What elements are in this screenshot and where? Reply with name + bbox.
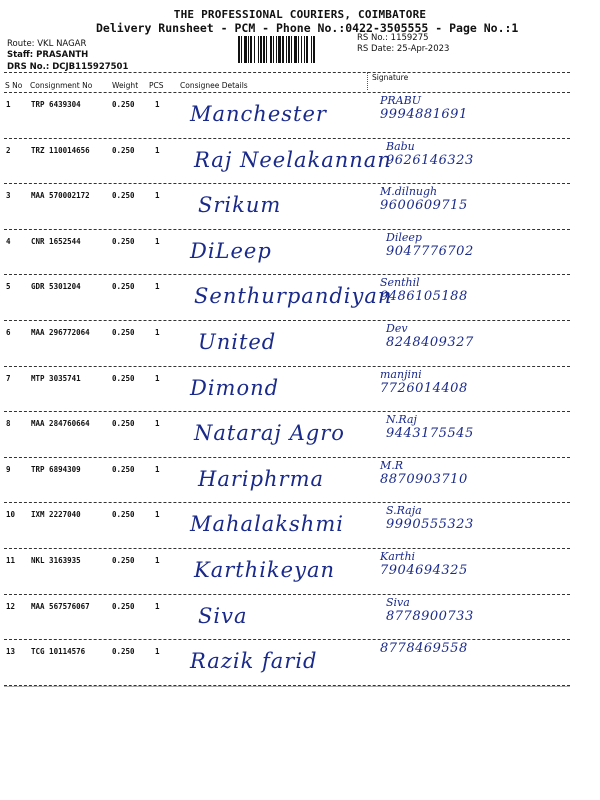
row-divider — [4, 229, 570, 230]
row-divider — [4, 320, 570, 321]
signature-phone: 7904694325 — [380, 563, 468, 578]
row-consignee-handwritten: Dimond — [190, 375, 280, 400]
signature-phone: 8778900733 — [386, 608, 474, 624]
row-signature — [386, 140, 474, 168]
signature-phone: 8870903710 — [380, 471, 468, 487]
row-divider — [4, 594, 570, 595]
row-pcs: 1 — [155, 236, 160, 246]
row-pcs: 1 — [155, 328, 160, 337]
runsheet-subtitle: Delivery Runsheet - PCM - Phone No.:0422-3505555 - Page No.:1 — [96, 21, 519, 35]
row-pcs: 1 — [155, 100, 160, 109]
table-row — [0, 276, 600, 328]
signature-phone: 9443175545 — [386, 426, 474, 442]
row-consignment-no: GDR 5301204 — [31, 282, 81, 292]
row-divider — [4, 502, 570, 503]
row-pcs: 1 — [155, 556, 160, 565]
row-divider — [4, 366, 570, 367]
row-divider — [4, 457, 570, 458]
row-consignee-handwritten: Senthurpandiyan — [194, 284, 393, 309]
row-consignment-no: MAA 567576067 — [31, 601, 90, 611]
table-row — [0, 367, 600, 420]
rs-number: RS No.: 1159275 — [357, 33, 429, 43]
table-row — [0, 458, 600, 511]
row-weight: 0.250 — [112, 373, 135, 383]
col-header-sno: S No — [5, 81, 23, 90]
row-sno: 7 — [6, 373, 11, 383]
signature-name: Senthil — [380, 276, 420, 290]
signature-name: manjini — [380, 367, 422, 381]
header-divider-top — [4, 72, 570, 73]
table-row — [0, 595, 600, 648]
barcode — [238, 36, 350, 63]
row-divider — [4, 274, 570, 275]
row-signature — [380, 276, 468, 304]
row-signature — [380, 185, 468, 213]
row-signature — [386, 231, 474, 259]
row-sno: 2 — [6, 145, 11, 155]
row-divider — [4, 183, 570, 184]
row-weight: 0.250 — [112, 236, 135, 246]
table-row — [0, 139, 600, 192]
row-sno: 3 — [6, 191, 11, 201]
row-signature — [386, 596, 474, 624]
row-weight: 0.250 — [112, 328, 135, 337]
row-weight: 0.250 — [112, 556, 135, 565]
row-sno: 8 — [6, 419, 11, 429]
table-row — [0, 504, 600, 556]
col-header-consignment: Consignment No — [30, 81, 93, 90]
col-header-consignee: Consignee Details — [180, 81, 248, 90]
row-signature — [386, 504, 474, 532]
row-weight: 0.250 — [112, 464, 135, 474]
signature-name: Dileep — [386, 230, 422, 244]
signature-name: Dev — [386, 322, 408, 335]
page-bottom-rule — [4, 686, 570, 687]
row-pcs: 1 — [155, 647, 160, 657]
signature-name: PRABU — [380, 94, 421, 107]
signature-name: S.Raja — [386, 504, 422, 518]
staff-label: Staff: PRASANTH — [7, 50, 89, 60]
row-weight: 0.250 — [112, 145, 135, 155]
signature-name: Siva — [386, 595, 410, 609]
row-consignee-handwritten: Mahalakshmi — [190, 512, 344, 537]
row-signature — [380, 94, 468, 122]
row-sno: 13 — [6, 647, 16, 657]
row-consignee-handwritten: United — [198, 330, 277, 354]
table-row — [0, 550, 600, 602]
row-consignee-handwritten: Karthikeyan — [194, 558, 335, 582]
col-header-pcs: PCS — [149, 81, 164, 90]
row-weight: 0.250 — [112, 419, 135, 429]
signature-col-divider — [367, 72, 368, 90]
row-consignment-no: MAA 284760664 — [31, 419, 90, 429]
signature-phone: 8778469558 — [380, 641, 468, 657]
signature-name: Babu — [386, 139, 415, 153]
row-weight: 0.250 — [112, 647, 135, 657]
table-row — [0, 94, 600, 146]
rs-date: RS Date: 25-Apr-2023 — [357, 44, 450, 54]
drs-number: DRS No.: DCJB115927501 — [7, 62, 129, 72]
row-weight: 0.250 — [112, 191, 135, 201]
row-consignment-no: MAA 570002172 — [31, 191, 90, 201]
row-consignment-no: CNR 1652544 — [31, 236, 81, 246]
row-sno: 12 — [6, 601, 16, 611]
row-divider — [4, 548, 570, 549]
row-pcs: 1 — [155, 191, 160, 201]
row-pcs: 1 — [155, 419, 160, 429]
row-consignment-no: TCG 10114576 — [31, 647, 86, 657]
row-signature — [386, 322, 474, 350]
row-weight: 0.250 — [112, 510, 135, 520]
row-consignee-handwritten: Siva — [198, 603, 248, 628]
signature-phone: 8248409327 — [386, 335, 474, 350]
row-pcs: 1 — [155, 145, 160, 155]
row-sno: 9 — [6, 464, 11, 474]
signature-phone: 7726014408 — [380, 380, 468, 396]
row-consignee-handwritten: Srikum — [198, 193, 282, 218]
row-consignment-no: TRP 6439304 — [31, 100, 81, 109]
table-row — [0, 230, 600, 283]
row-weight: 0.250 — [112, 100, 135, 109]
row-weight: 0.250 — [112, 601, 135, 611]
row-consignee-handwritten: Raj Neelakannan — [194, 147, 392, 172]
row-pcs: 1 — [155, 373, 160, 383]
table-row — [0, 413, 600, 465]
row-consignment-no: NKL 3163935 — [31, 556, 81, 565]
signature-phone: 9994881691 — [380, 107, 468, 122]
signature-name: N.Raj — [386, 413, 417, 427]
row-sno: 10 — [6, 510, 16, 520]
row-divider — [4, 138, 570, 139]
row-weight: 0.250 — [112, 282, 135, 292]
row-pcs: 1 — [155, 282, 160, 292]
row-consignment-no: MAA 296772064 — [31, 328, 90, 337]
row-pcs: 1 — [155, 510, 160, 520]
row-divider — [4, 411, 570, 412]
signature-name: M.dilnugh — [380, 185, 438, 199]
row-pcs: 1 — [155, 464, 160, 474]
header-divider-bottom — [4, 92, 570, 93]
row-consignee-handwritten: Hariphrma — [198, 466, 325, 491]
table-row — [0, 185, 600, 237]
row-consignee-handwritten: Nataraj Agro — [194, 421, 345, 446]
row-sno: 6 — [6, 328, 11, 337]
company-title: THE PROFESSIONAL COURIERS, COIMBATORE — [173, 8, 427, 21]
row-signature — [380, 550, 468, 578]
row-sno: 5 — [6, 282, 11, 292]
row-signature — [380, 641, 468, 656]
signature-phone: 9990555323 — [386, 517, 474, 533]
row-divider — [4, 639, 570, 640]
col-header-weight: Weight — [112, 81, 139, 90]
row-sno: 1 — [6, 100, 11, 109]
row-consignee-handwritten: Manchester — [190, 102, 327, 126]
signature-phone: 9486105188 — [380, 289, 468, 305]
row-consignee-handwritten: Razik farid — [190, 649, 318, 674]
row-sno: 4 — [6, 236, 11, 246]
signature-phone: 9047776702 — [386, 243, 474, 259]
signature-phone: 9626146323 — [386, 152, 474, 168]
row-signature — [380, 459, 468, 487]
signature-name: Karthi — [380, 550, 416, 563]
row-consignment-no: MTP 3035741 — [31, 373, 81, 383]
row-signature — [386, 413, 474, 441]
col-header-signature: Signature — [372, 73, 409, 82]
row-consignee-handwritten: DiLeep — [190, 238, 272, 263]
row-consignment-no: TRZ 110014656 — [31, 145, 90, 155]
row-sno: 11 — [6, 556, 16, 565]
signature-phone: 9600609715 — [380, 198, 468, 214]
route-label: Route: VKL NAGAR — [7, 39, 87, 49]
row-consignment-no: IXM 2227040 — [31, 510, 81, 520]
row-pcs: 1 — [155, 601, 160, 611]
table-row — [0, 322, 600, 374]
row-consignment-no: TRP 6894309 — [31, 464, 81, 474]
signature-name: M.R — [380, 458, 404, 472]
row-signature — [380, 368, 468, 396]
